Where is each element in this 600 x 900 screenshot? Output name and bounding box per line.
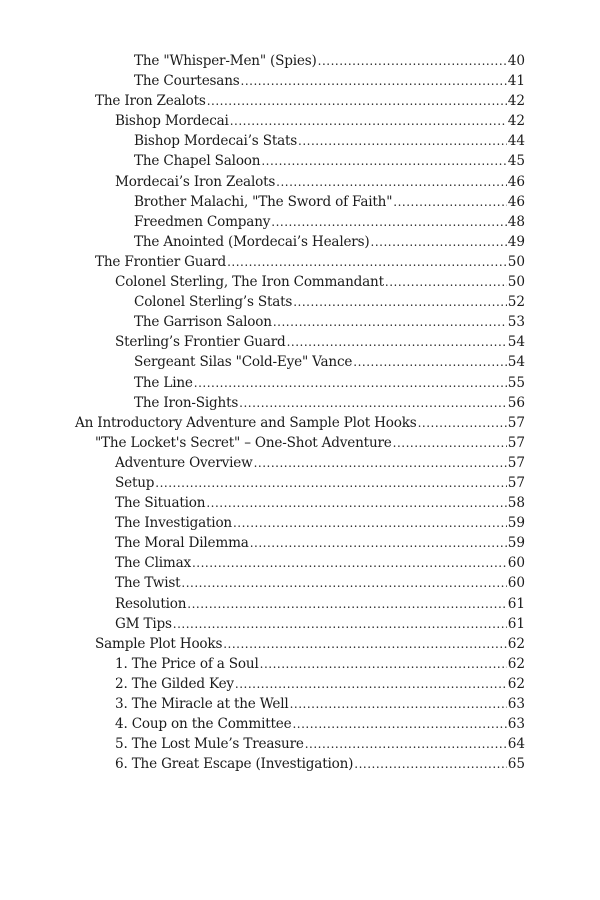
toc-entry[interactable] <box>0 614 600 634</box>
toc-entry-title: 5. The Lost Mule’s Treasure <box>115 736 304 753</box>
dot-leader <box>393 433 507 453</box>
toc-entry-page-number: 54 <box>507 354 525 371</box>
toc-entry[interactable] <box>0 373 600 393</box>
dot-leader <box>273 312 507 332</box>
toc-entry-title: GM Tips <box>115 615 172 632</box>
toc-entry[interactable] <box>0 151 600 171</box>
dot-leader <box>239 393 507 413</box>
toc-entry[interactable] <box>0 352 600 372</box>
toc-entry-title: The Iron-Sights <box>134 394 239 411</box>
toc-entry-page-number: 52 <box>507 294 525 311</box>
dot-leader <box>206 493 506 513</box>
toc-entry-page-number: 50 <box>507 253 525 270</box>
dot-leader <box>354 754 506 774</box>
toc-entry-title: Bishop Mordecai <box>115 113 229 130</box>
toc-entry[interactable] <box>0 91 600 111</box>
toc-entry-page-number: 63 <box>507 716 525 733</box>
toc-entry-page-number: 46 <box>507 173 525 190</box>
toc-entry-title: Mordecai’s Iron Zealots <box>115 173 276 190</box>
dot-leader <box>233 513 507 533</box>
toc-entry-page-number: 58 <box>507 495 525 512</box>
toc-entry-title: The Situation <box>115 495 206 512</box>
toc-entry-title: 2. The Gilded Key <box>115 675 234 692</box>
toc-entry-title: The Twist <box>115 575 181 592</box>
toc-entry-page-number: 57 <box>507 414 525 431</box>
toc-entry[interactable] <box>0 573 600 593</box>
toc-entry[interactable] <box>0 131 600 151</box>
toc-entry-title: The Investigation <box>115 515 232 532</box>
toc-entry[interactable] <box>0 272 600 292</box>
toc-entry-page-number: 62 <box>507 655 525 672</box>
dot-leader <box>293 292 506 312</box>
toc-entry[interactable] <box>0 634 600 654</box>
toc-entry-title: Setup <box>115 474 155 491</box>
toc-entry-title: Colonel Sterling’s Stats <box>134 294 293 311</box>
toc-entry[interactable] <box>0 694 600 714</box>
toc-entry[interactable] <box>0 172 600 192</box>
toc-entry-title: Colonel Sterling, The Iron Commandant <box>115 274 384 291</box>
dot-leader <box>230 111 507 131</box>
toc-entry[interactable] <box>0 754 600 774</box>
toc-entry[interactable] <box>0 192 600 212</box>
toc-entry-title: "The Locket's Secret" – One-Shot Adventure <box>95 434 392 451</box>
toc-entry[interactable] <box>0 493 600 513</box>
toc-entry-page-number: 62 <box>507 675 525 692</box>
toc-entry-title: Sample Plot Hooks <box>95 635 223 652</box>
toc-entry-page-number: 42 <box>507 93 525 110</box>
toc-entry[interactable] <box>0 292 600 312</box>
toc-entry-page-number: 57 <box>507 454 525 471</box>
toc-entry-title: The Anointed (Mordecai’s Healers) <box>134 233 370 250</box>
toc-entry[interactable] <box>0 111 600 131</box>
toc-entry[interactable] <box>0 513 600 533</box>
dot-leader <box>254 453 507 473</box>
toc-entry-page-number: 63 <box>507 696 525 712</box>
toc-entry[interactable] <box>0 433 600 453</box>
toc-entry-title: 6. The Great Escape (Investigation) <box>115 756 354 773</box>
dot-leader <box>241 71 507 91</box>
toc-entry[interactable] <box>0 393 600 413</box>
dot-leader <box>260 654 507 674</box>
toc-entry-page-number: 60 <box>507 575 525 592</box>
dot-leader <box>385 272 507 292</box>
toc-entry-title: The Courtesans <box>134 73 240 90</box>
dot-leader <box>181 573 506 593</box>
toc-entry-title: The Garrison Saloon <box>134 314 272 331</box>
toc-entry[interactable] <box>0 594 600 614</box>
dot-leader <box>261 151 506 171</box>
toc-entry-title: Sterling’s Frontier Guard <box>115 334 286 351</box>
dot-leader <box>187 594 506 614</box>
dot-leader <box>393 192 506 212</box>
toc-entry-title: 3. The Miracle at the Well <box>115 696 289 712</box>
toc-entry-title: The "Whisper-Men" (Spies) <box>134 53 317 69</box>
toc-entry-page-number: 61 <box>507 595 525 612</box>
toc-entry-page-number: 56 <box>507 394 525 411</box>
dot-leader <box>276 172 507 192</box>
dot-leader <box>292 714 506 734</box>
toc-entry-page-number: 62 <box>507 635 525 652</box>
dot-leader <box>194 373 507 393</box>
dot-leader <box>227 252 507 272</box>
toc-entry[interactable] <box>0 654 600 674</box>
toc-entry[interactable] <box>0 51 600 71</box>
toc-entry-title: Freedmen Company <box>134 213 271 230</box>
toc-entry-page-number: 60 <box>507 555 525 572</box>
toc-entry[interactable] <box>0 674 600 694</box>
toc-entry[interactable] <box>0 453 600 473</box>
toc-entry-title: Sergeant Silas "Cold-Eye" Vance <box>134 354 353 371</box>
toc-entry-page-number: 44 <box>507 133 525 150</box>
toc-entry-page-number: 49 <box>507 233 525 250</box>
toc-entry[interactable] <box>0 714 600 734</box>
toc-entry-title: 4. Coup on the Committee <box>115 716 292 733</box>
toc-entry-page-number: 46 <box>507 193 525 210</box>
toc-entry[interactable] <box>0 252 600 272</box>
toc-entry-page-number: 48 <box>507 213 525 230</box>
dot-leader <box>173 614 507 634</box>
dot-leader <box>271 212 506 232</box>
toc-entry-title: The Iron Zealots <box>95 93 206 110</box>
toc-entry-page-number: 61 <box>507 615 525 632</box>
table-of-contents <box>0 51 600 774</box>
dot-leader <box>235 674 507 694</box>
dot-leader <box>290 694 507 714</box>
toc-entry[interactable] <box>0 533 600 553</box>
dot-leader <box>298 131 507 151</box>
toc-entry[interactable] <box>0 734 600 754</box>
toc-entry[interactable] <box>0 212 600 232</box>
toc-entry-title: The Climax <box>115 555 191 572</box>
toc-entry-page-number: 42 <box>507 113 525 130</box>
toc-entry[interactable] <box>0 312 600 332</box>
toc-entry-page-number: 57 <box>507 474 525 491</box>
toc-entry-page-number: 59 <box>507 535 525 552</box>
toc-entry-page-number: 53 <box>507 314 525 331</box>
toc-entry-title: Resolution <box>115 595 187 612</box>
dot-leader <box>250 533 507 553</box>
dot-leader <box>287 332 507 352</box>
toc-entry-title: 1. The Price of a Soul <box>115 655 259 672</box>
dot-leader <box>155 473 506 493</box>
toc-entry-title: The Frontier Guard <box>95 253 227 270</box>
toc-entry-page-number: 41 <box>507 73 525 90</box>
toc-entry-title: Brother Malachi, "The Sword of Faith" <box>134 193 393 210</box>
toc-entry-title: An Introductory Adventure and Sample Plot Hooks <box>75 414 417 431</box>
toc-entry-title: Adventure Overview <box>115 454 253 471</box>
dot-leader <box>207 91 507 111</box>
toc-entry-page-number: 45 <box>507 153 525 170</box>
toc-entry-title: Bishop Mordecai’s Stats <box>134 133 298 150</box>
toc-entry-page-number: 59 <box>507 515 525 532</box>
toc-entry-page-number: 54 <box>507 334 525 351</box>
dot-leader <box>418 413 507 433</box>
toc-entry[interactable] <box>0 232 600 252</box>
toc-entry[interactable] <box>0 473 600 493</box>
toc-entry-page-number: 57 <box>507 434 525 451</box>
toc-entry[interactable] <box>0 332 600 352</box>
toc-entry[interactable] <box>0 553 600 573</box>
toc-entry-page-number: 64 <box>507 736 525 753</box>
toc-entry-page-number: 50 <box>507 274 525 291</box>
toc-entry-title: The Line <box>134 374 193 391</box>
dot-leader <box>318 51 507 71</box>
dot-leader <box>371 232 507 252</box>
toc-entry-page-number: 40 <box>507 53 525 69</box>
dot-leader <box>192 553 507 573</box>
toc-entry[interactable] <box>0 71 600 91</box>
toc-entry-title: The Moral Dilemma <box>115 535 249 552</box>
toc-entry-title: The Chapel Saloon <box>134 153 261 170</box>
dot-leader <box>305 734 507 754</box>
toc-entry[interactable] <box>0 413 600 433</box>
dot-leader <box>223 634 506 654</box>
toc-entry-page-number: 65 <box>507 756 525 773</box>
toc-entry-page-number: 55 <box>507 374 525 391</box>
dot-leader <box>353 352 506 372</box>
